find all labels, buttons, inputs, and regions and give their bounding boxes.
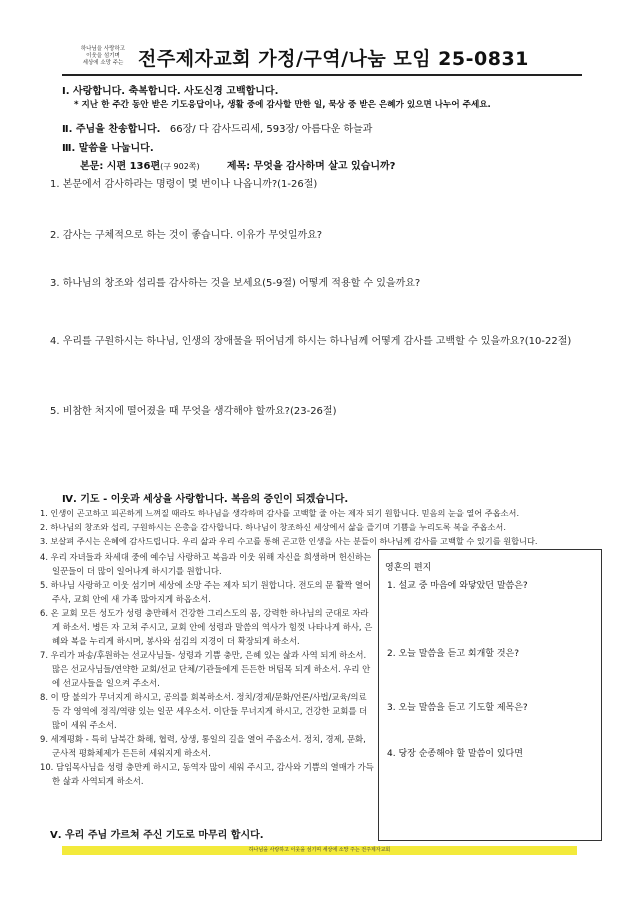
section-5-heading: Ⅴ. 우리 주님 가르쳐 주신 기도로 마무리 합시다. <box>50 830 264 841</box>
section-1-note: * 지난 한 주간 동안 받은 기도응답이나, 생활 중에 감사할 만한 일, 묵상 중 받은 은혜가 있으면 나누어 주세요. <box>74 100 491 110</box>
footer-bar <box>62 846 577 855</box>
question-4: 4. 우리를 구원하시는 하나님, 인생의 장애물을 뛰어넘게 하시는 하나님께 어떻게 감사를 고백할 수 있을까요?(10-22절) <box>50 336 572 347</box>
letter-question-3: 3. 오늘 말씀을 듣고 기도할 제목은? <box>387 703 528 713</box>
page-title: 전주제자교회 가정/구역/나눔 모임 25-0831 <box>138 48 529 70</box>
motto-line: 이웃을 섬기며 <box>86 53 120 59</box>
scripture-line <box>80 157 395 172</box>
motto-line: 하나님을 사랑하고 <box>80 46 126 52</box>
section-2-heading: Ⅱ. 주님을 찬송합니다. <box>62 124 161 135</box>
prayer-item: 3. 보살펴 주시는 은혜에 감사드립니다. 우리 삶과 우리 수고를 통해 곤고한 인생을 사는 분들이 하나님께 감사를 고백할 수 있기를 원합니다. <box>40 536 538 546</box>
question-5: 5. 비참한 처지에 떨어졌을 때 무엇을 생각해야 할까요?(23-26절) <box>50 406 337 417</box>
prayer-item: 2. 하나님의 창조와 섭리, 구원하시는 은총을 감사합니다. 하나님이 창조하신 세상에서 삶을 즐기며 기쁨을 누리도록 복을 주옵소서. <box>40 522 506 532</box>
question-3: 3. 하나님의 창조와 섭리를 감사하는 것을 보세요(5-9절) 어떻게 적용할 수 있을까요? <box>50 278 421 289</box>
motto-line: 세상에 소망 주는 <box>82 60 124 66</box>
sermon-title: 제목: 무엇을 감사하며 살고 있습니까? <box>226 161 396 172</box>
question-1: 1. 본문에서 감사하라는 명령이 몇 번이나 나옵니까?(1-26절) <box>50 179 318 190</box>
church-motto <box>72 46 134 67</box>
header <box>62 32 582 76</box>
prayer-item: 9. 세계평화 - 특히 남북간 화해, 협력, 상생, 통일의 길을 열어 주옵소서. 정치, 경제, 문화, 군사적 평화체제가 든든히 세워지게 하소서. <box>40 734 366 758</box>
prayer-item: 8. 이 땅 불의가 무너지게 하시고, 공의를 회복하소서. 정치/경제/문화/언론/사법/교육/의료 등 각 영역에 정직/역량 있는 일꾼 세우소서. 이단들 무너지게 하시고, 건강한 교회를 더 많이 세워 주소서. <box>40 692 368 730</box>
prayer-list <box>40 550 374 788</box>
scripture-text: 본문: 시편 136편 <box>80 161 161 172</box>
hymn-list: 66장/ 다 감사드리세, 593장/ 아름다운 하늘과 <box>169 124 373 135</box>
letter-question-1: 1. 설교 중 마음에 와닿았던 말씀은? <box>387 581 528 591</box>
section-3-heading: Ⅲ. 말씀을 나눕니다. <box>62 143 154 154</box>
soul-letter-box <box>378 549 602 841</box>
prayer-item: 6. 온 교회 모든 성도가 성령 충만해서 건강한 그리스도의 몸, 강력한 하나님의 군대로 자라게 하소서. 병든 자 고쳐 주시고, 교회 안에 성령과 말씀의 역사가 힘껏 나타나게 하사, 은혜와 복을 누리게 하시며, 봉사와 섬김의 지경이 더 확장되게 하소서. <box>40 608 373 646</box>
prayer-item: 1. 인생이 곤고하고 피곤하게 느껴질 때라도 하나님을 생각하며 감사를 고백할 줄 아는 제자 되기 원합니다. 믿음의 눈을 열어 주옵소서. <box>40 508 520 518</box>
question-2: 2. 감사는 구체적으로 하는 것이 좋습니다. 이유가 무엇일까요? <box>50 230 323 241</box>
section-1-heading: Ⅰ. 사랑합니다. 축복합니다. 사도신경 고백합니다. <box>62 86 279 97</box>
scripture-page: (구 902쪽) <box>160 162 200 171</box>
prayer-item: 7. 우리가 파송/후원하는 선교사님들- 성령과 기쁨 충만, 은혜 있는 삶과 사역 되게 하소서. 많은 선교사님들/연약한 교회/선교 단체/기관들에게 든든한 버팀목 되게 하소서. 우리 안에 선교사들을 일으켜 주소서. <box>40 650 371 688</box>
soul-letter-title: 영혼의 편지 <box>385 563 432 573</box>
letter-question-4: 4. 당장 순종해야 할 말씀이 있다면 <box>387 749 523 759</box>
section-4-heading: Ⅳ. 기도 - 이웃과 세상을 사랑합니다. 복음의 증인이 되겠습니다. <box>62 494 349 505</box>
prayer-item: 5. 하나님 사랑하고 이웃 섬기며 세상에 소망 주는 제자 되기 원합니다. 전도의 문 활짝 열어 주사, 교회 안에 새 가족 많아지게 하옵소서. <box>40 580 372 604</box>
footer-text: 하나님을 사랑하고 이웃을 섬기며 세상에 소망 주는 전주제자교회 <box>248 847 391 853</box>
letter-question-2: 2. 오늘 말씀을 듣고 회개할 것은? <box>387 649 519 659</box>
section-2-line <box>62 120 372 135</box>
prayer-item: 10. 담임목사님을 성령 충만케 하시고, 동역자 많이 세워 주시고, 감사와 기쁨의 열매가 가득한 삶과 사역되게 하소서. <box>40 762 374 786</box>
prayer-item: 4. 우리 자녀들과 차세대 중에 예수님 사랑하고 복음과 이웃 위해 자신을 희생하며 헌신하는 일꾼들이 더 많이 일어나게 하시기를 원합니다. <box>40 552 372 576</box>
